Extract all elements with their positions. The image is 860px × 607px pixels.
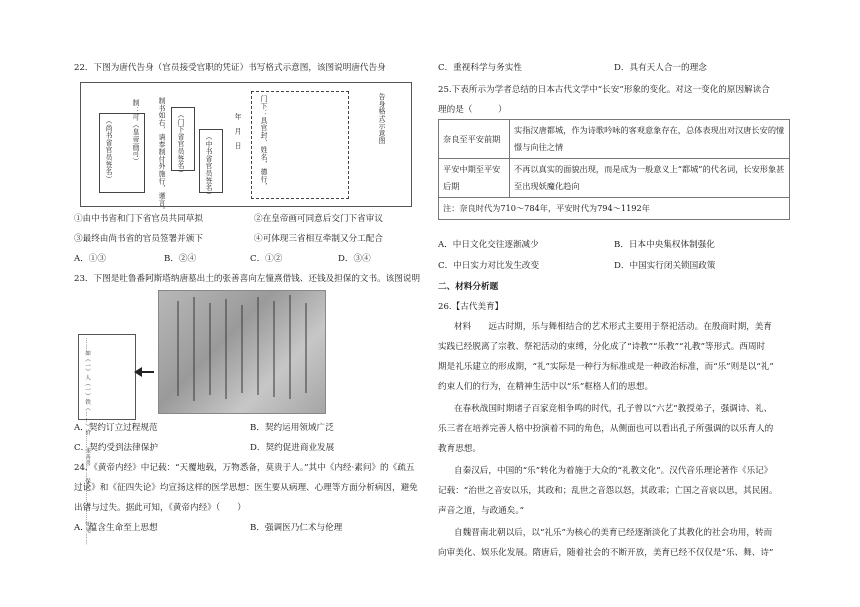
q22-figure	[80, 82, 412, 214]
q22-option-a[interactable]: A．①③	[74, 254, 106, 264]
q22-statement-2: ②在皇帝画可同意后交门下省审议	[254, 214, 383, 224]
q24-stem-line1: 24．《黄帝内经》中记载：“天覆地载，万物悉备，莫贵于人。”其中《内经·素问》的《疏五	[74, 463, 415, 473]
q26-p1-line4: 约束人们的行为，在精神生活中以“乐”框格人们的思想。	[438, 382, 654, 392]
q22-col-zhongshu: （中书省官员签名）	[204, 133, 212, 199]
q22-col-right: 告身格式示意图	[377, 93, 385, 145]
q22-col-men: 门下：具官封、姓名，德行，	[259, 95, 267, 190]
q23-option-a[interactable]: A．契约订立过程规范	[74, 423, 158, 433]
table-row	[439, 159, 790, 198]
q24-stem-line3: 出错与过失。据此可知，《黄帝内经》（ ）	[74, 503, 246, 513]
q24-stem-line2: 过论》和《征四失论》均宣扬这样的医学思想：医生要从病理、心理等方面分析病因，避免	[74, 483, 418, 493]
q25-row1-desc: 实指汉唐都城，作为诗歌吟咏的客观意象存在，总体表现出对汉唐长安的憧憬与向往之情	[510, 120, 790, 159]
q25-option-c[interactable]: C．中日实力对比发生改变	[438, 261, 540, 271]
q24-option-d[interactable]: D．具有天人合一的理念	[614, 63, 707, 73]
q22-col-zhi: 制书如右，请奉制付外施行，谨言。	[157, 97, 165, 214]
q26-p1-line1: 材料 远古时期，乐与舞相结合的艺术形式主要用于祭祀活动。在殷商时期，美育	[454, 322, 772, 332]
q25-row1-period: 奈良至平安前期	[439, 120, 510, 159]
q22-col-zhike: 制：可（皇帝画可）	[131, 99, 139, 165]
q26-title: 26.【古代美育】	[438, 302, 504, 312]
q22-col-date: 年 月 日	[233, 113, 241, 150]
q25-row2-period: 平安中期至平安后期	[439, 159, 510, 198]
arrow-head	[134, 367, 142, 377]
q22-col-menxia: （门下省官员签名）	[176, 111, 184, 177]
q24-option-b[interactable]: B．强调医乃仁术与伦理	[250, 523, 343, 533]
q25-stem-line2: 理的是（ ）	[438, 105, 507, 115]
q23-stem: 23．下图是吐鲁番阿斯塔纳唐墓出土的张善喜向左憧熹借钱、还钱及担保的文书。该图说明	[74, 274, 421, 284]
q22-option-c[interactable]: C．①②	[250, 254, 283, 264]
q25-table	[438, 119, 790, 220]
q25-option-d[interactable]: D．中国实行闭关锁国政策	[614, 261, 716, 271]
q25-stem-line1: 25.下表所示为学者总结的日本古代文学中“长安”形象的变化。对这一变化的原因解读合	[438, 85, 770, 95]
q26-p1-line2: 实践已经脱离了宗教、祭祀活动的束缚，分化成了“诗教”“乐教”“礼教”等形式。西周时	[438, 342, 766, 352]
q23-option-d[interactable]: D．契约促进商业发展	[250, 443, 335, 453]
q25-note: 注：奈良时代为710～784年，平安时代为794～1192年	[439, 198, 790, 220]
q25-row2-desc: 不再以真实的面貌出现，而是成为一般意义上“都城”的代名词，长安形象甚至出现妖魔化趋向	[510, 159, 790, 198]
q22-stem: 22．下图为唐代告身（官员接受官职的凭证）书写格式示意图，该图说明唐代告身	[74, 63, 386, 73]
q25-option-b[interactable]: B．日本中央集权体制强化	[614, 240, 715, 250]
q23-option-c[interactable]: C．契约受到法律保护	[74, 443, 158, 453]
q26-p1-line3: 期是礼乐建立的形成期，“礼”实际是一种行为标准或是一种政治标准，而“乐”则是以“礼”	[438, 362, 774, 372]
q26-p4-line1: 自魏晋南北朝以后，以“礼乐”为核心的美育已经逐渐淡化了其教化的社会功用，转而	[454, 528, 773, 538]
q23-transcript-text: ……如（一）人（一）铁（……）价……张善喜……保人……女……知见……	[84, 338, 90, 546]
q26-p2-line2: 乐三者在培养完善人格中扮演着不同的角色，从侧面也可以看出孔子所强调的以乐育人的	[438, 424, 774, 434]
q22-option-b[interactable]: B．②④	[164, 254, 197, 264]
q23-option-b[interactable]: B．契约运用领域广泛	[250, 423, 334, 433]
q26-p2-line1: 在春秋战国时期诸子百家竞相争鸣的时代，孔子曾以“六艺”教授弟子，强调诗、礼、	[454, 404, 773, 414]
q26-p4-line2: 向审美化、娱乐化发展。隋唐后，随着社会的不断开放，美育已经不仅仅是“乐、舞、诗”	[438, 548, 774, 558]
q22-option-d[interactable]: D．③④	[338, 254, 371, 264]
q26-p3-line1: 自秦汉后，中国的“乐”转化为着施于大众的“礼教文化”。汉代音乐理论著作《乐记》	[454, 466, 773, 476]
q22-statement-4: ④可体现三省相互牵制又分工配合	[254, 234, 383, 244]
table-row	[439, 198, 790, 220]
section-heading: 二、材料分析题	[438, 282, 499, 292]
q26-p3-line3: 声音之道，与政通矣。”	[438, 506, 525, 516]
q25-option-a[interactable]: A．中日文化交往逐渐减少	[438, 240, 539, 250]
table-row	[439, 120, 790, 159]
q22-statement-3: ③最终由尚书省的官员签署并颁下	[74, 234, 203, 244]
q24-option-a[interactable]: A．蕴含生命至上思想	[74, 523, 158, 533]
q23-document-photo	[158, 290, 326, 414]
q22-col-shangshu: （尚书省官员签名）	[104, 117, 112, 183]
q26-p2-line3: 教育思想。	[438, 444, 481, 454]
q24-option-c[interactable]: C．重视科学与务实性	[438, 63, 522, 73]
q26-p3-line2: 记载：“治世之音安以乐，其政和；乱世之音怨以怒，其政乖；亡国之音哀以思，其民困。	[438, 486, 778, 496]
q22-statement-1: ①由中书省和门下省官员共同草拟	[74, 214, 203, 224]
